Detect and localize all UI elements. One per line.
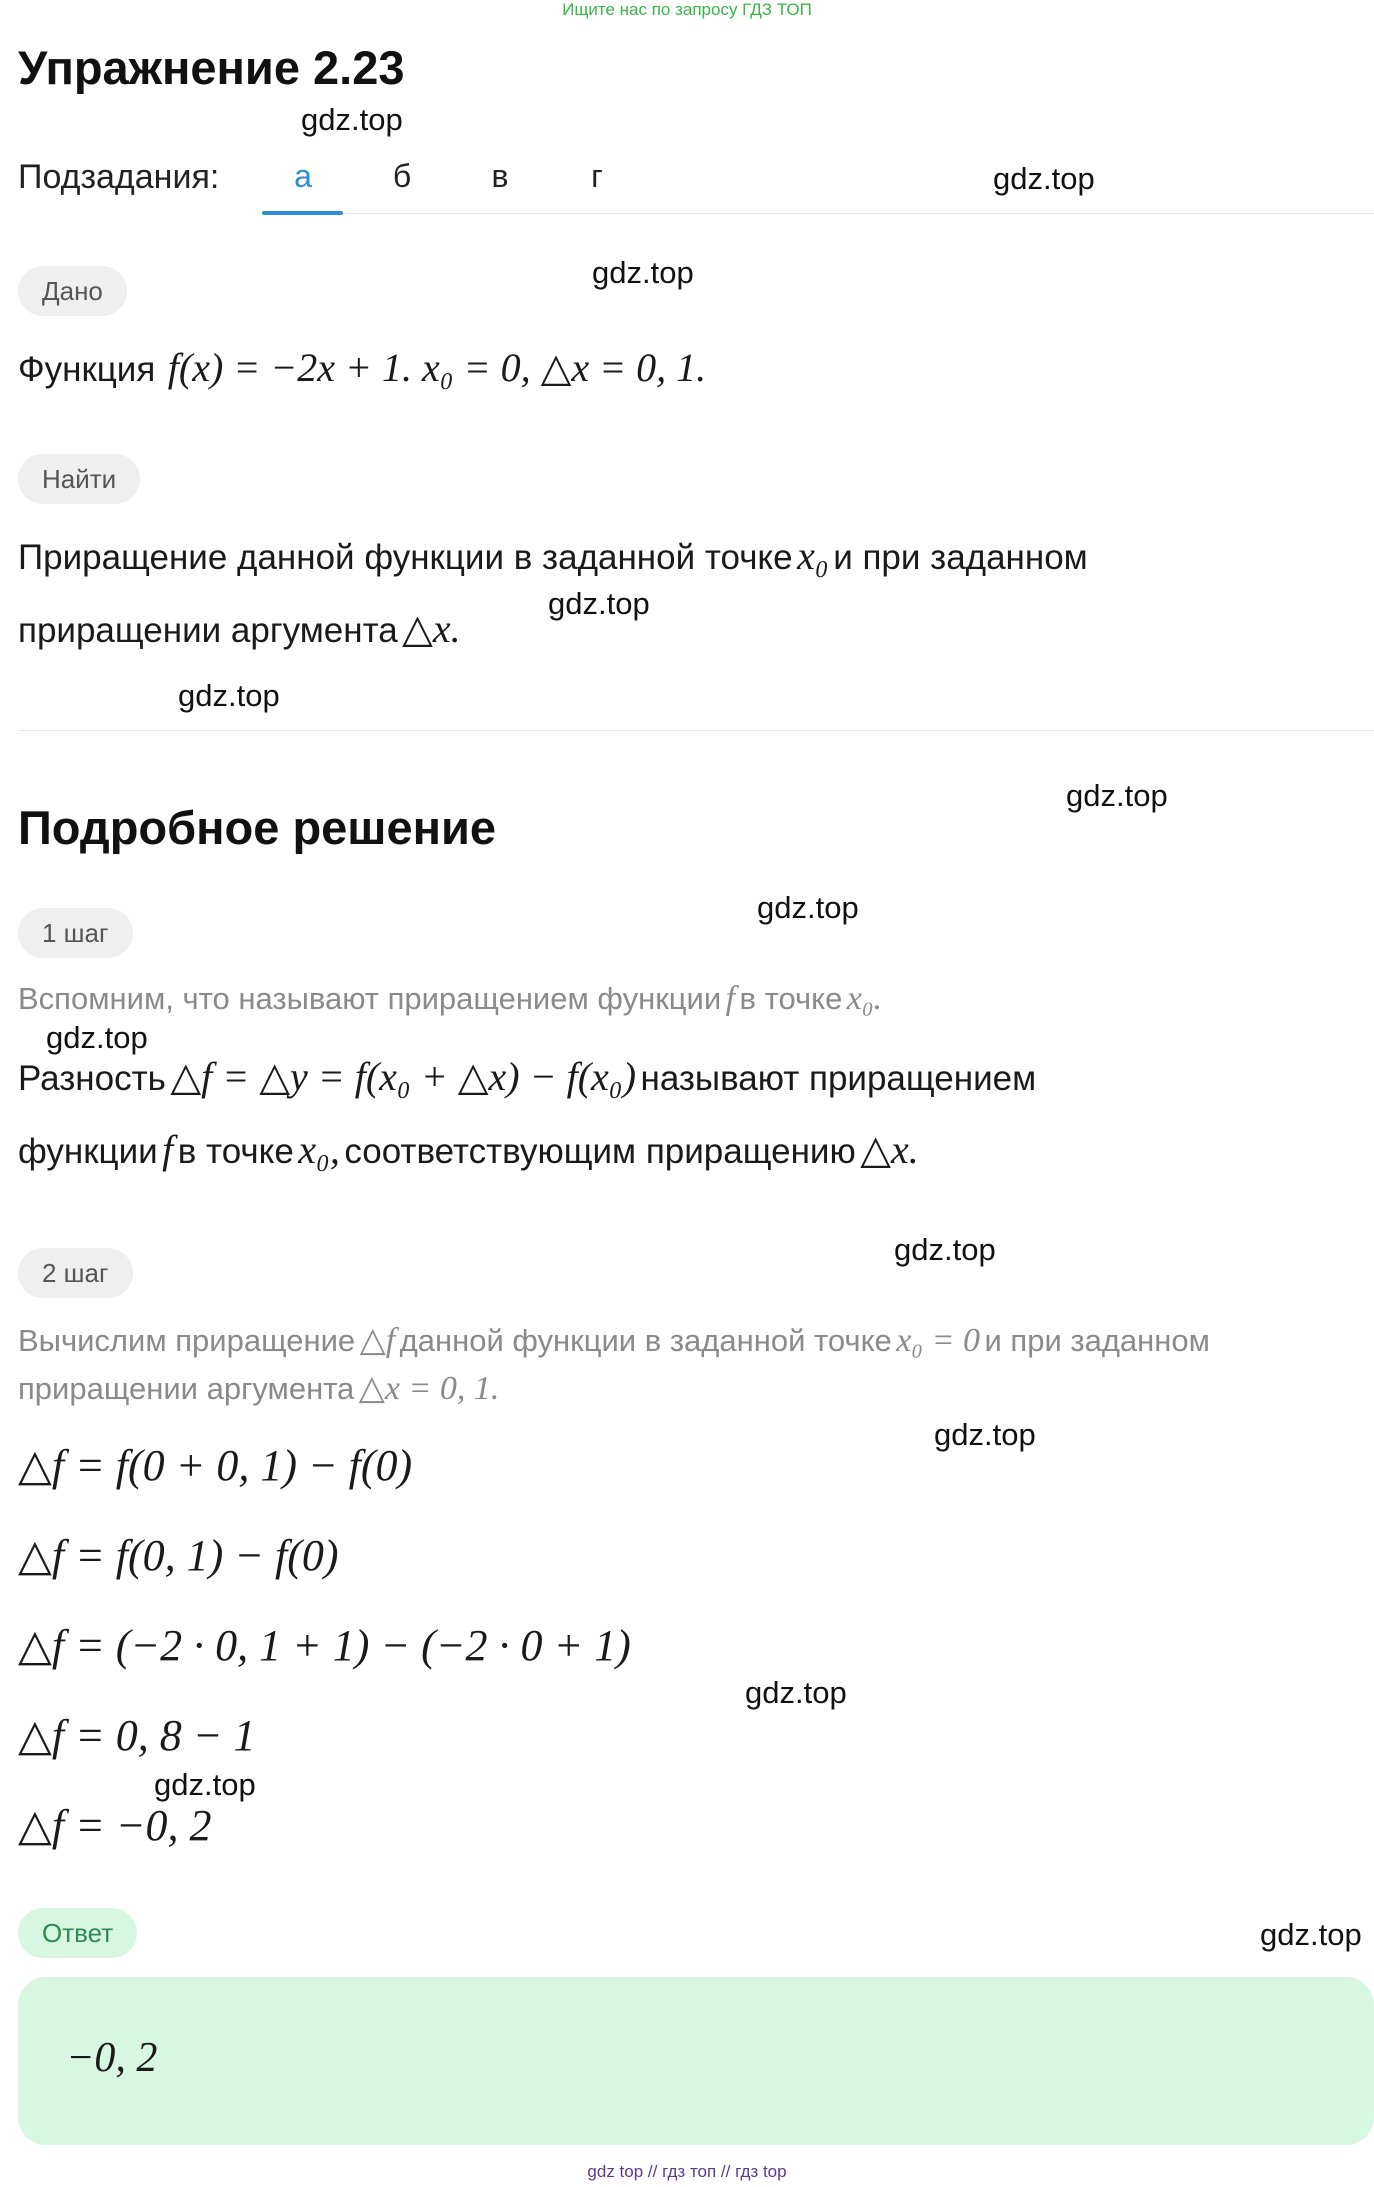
hint-text: приращении аргумента — [18, 1371, 355, 1406]
step2-hint-2 — [18, 1368, 499, 1408]
watermark: gdz.top — [178, 678, 280, 713]
watermark: gdz.top — [1260, 1917, 1362, 1952]
watermark: gdz.top — [745, 1675, 847, 1710]
hint-text: в точке — [739, 981, 843, 1016]
top-banner: Ищите нас по запросу ГДЗ ТОП — [562, 0, 812, 19]
step-math: f — [162, 1127, 174, 1172]
watermark: gdz.top — [592, 255, 694, 290]
hint-math: △f — [359, 1322, 396, 1359]
hint-text: Вспомним, что называют приращением функции — [18, 981, 722, 1016]
hint-text: данной функции в заданной точке — [399, 1323, 892, 1358]
hint-math: △x = 0, 1. — [358, 1370, 500, 1407]
step-math: △x. — [860, 1127, 919, 1172]
watermark: gdz.top — [46, 1020, 148, 1055]
subtasks-label: Подзадания: — [18, 158, 220, 196]
step-text: функции — [18, 1132, 158, 1171]
find-math: x₀ — [797, 533, 829, 578]
watermark: gdz.top — [301, 102, 403, 137]
step-text: Разность — [18, 1059, 166, 1098]
find-line-1 — [18, 532, 1088, 579]
find-text: приращении аргумента — [18, 611, 398, 650]
given-pill: Дано — [18, 266, 127, 316]
hint-math: x₀ = 0 — [896, 1322, 981, 1359]
page-title: Упражнение 2.23 — [18, 41, 405, 94]
watermark: gdz.top — [757, 890, 859, 925]
tab-v[interactable]: в — [491, 158, 509, 194]
step1-hint — [18, 980, 882, 1018]
footer-links[interactable]: gdz top // гдз топ // гдз top — [587, 2162, 787, 2181]
tabs-divider — [262, 213, 1374, 214]
section-divider — [18, 730, 1374, 731]
equation-line: △f = f(0 + 0, 1) − f(0) — [18, 1441, 413, 1490]
step-text: соответствующим приращению — [344, 1132, 856, 1171]
step1-line-1 — [18, 1053, 1036, 1100]
tab-b[interactable]: б — [392, 158, 412, 194]
given-text: Функция — [18, 350, 156, 389]
equation-line: △f = (−2 · 0, 1 + 1) − (−2 · 0 + 1) — [18, 1621, 631, 1670]
equation-line: △f = −0, 2 — [18, 1801, 212, 1850]
solution-title: Подробное решение — [18, 801, 497, 854]
step1-pill: 1 шаг — [18, 908, 133, 958]
find-math: △x. — [402, 606, 461, 651]
step-text: называют приращением — [640, 1059, 1037, 1098]
hint-text: Вычислим приращение — [18, 1323, 356, 1358]
hint-math: x₀. — [846, 980, 883, 1017]
step-text: в точке — [177, 1132, 294, 1171]
watermark: gdz.top — [934, 1417, 1036, 1452]
watermark: gdz.top — [548, 586, 650, 621]
watermark: gdz.top — [1066, 778, 1168, 813]
watermark: gdz.top — [993, 161, 1095, 196]
active-tab-indicator — [262, 211, 343, 215]
step-math: x₀, — [298, 1127, 340, 1172]
hint-text: и при заданном — [984, 1323, 1210, 1358]
tab-g[interactable]: г — [591, 158, 603, 194]
find-text: и при заданном — [833, 538, 1088, 577]
find-text: Приращение данной функции в заданной точке — [18, 538, 793, 577]
equation-line: △f = 0, 8 − 1 — [18, 1711, 256, 1760]
find-pill: Найти — [18, 454, 140, 504]
answer-value: −0, 2 — [66, 2035, 158, 2081]
given-math: f(x) = −2x + 1. x₀ = 0, △x = 0, 1. — [167, 345, 707, 390]
watermark: gdz.top — [894, 1232, 996, 1267]
given-statement — [18, 344, 706, 391]
step1-line-2 — [18, 1126, 919, 1173]
answer-box — [18, 1977, 1374, 2145]
hint-math: f — [725, 980, 736, 1017]
step2-pill: 2 шаг — [18, 1248, 133, 1298]
step-math: △f = △y = f(x₀ + △x) − f(x₀) — [170, 1054, 637, 1099]
watermark: gdz.top — [154, 1767, 256, 1802]
equation-line: △f = f(0, 1) − f(0) — [18, 1531, 339, 1580]
step2-hint-1 — [18, 1320, 1210, 1360]
find-line-2 — [18, 605, 461, 652]
tab-a[interactable]: а — [294, 158, 312, 194]
answer-pill: Ответ — [18, 1908, 137, 1958]
